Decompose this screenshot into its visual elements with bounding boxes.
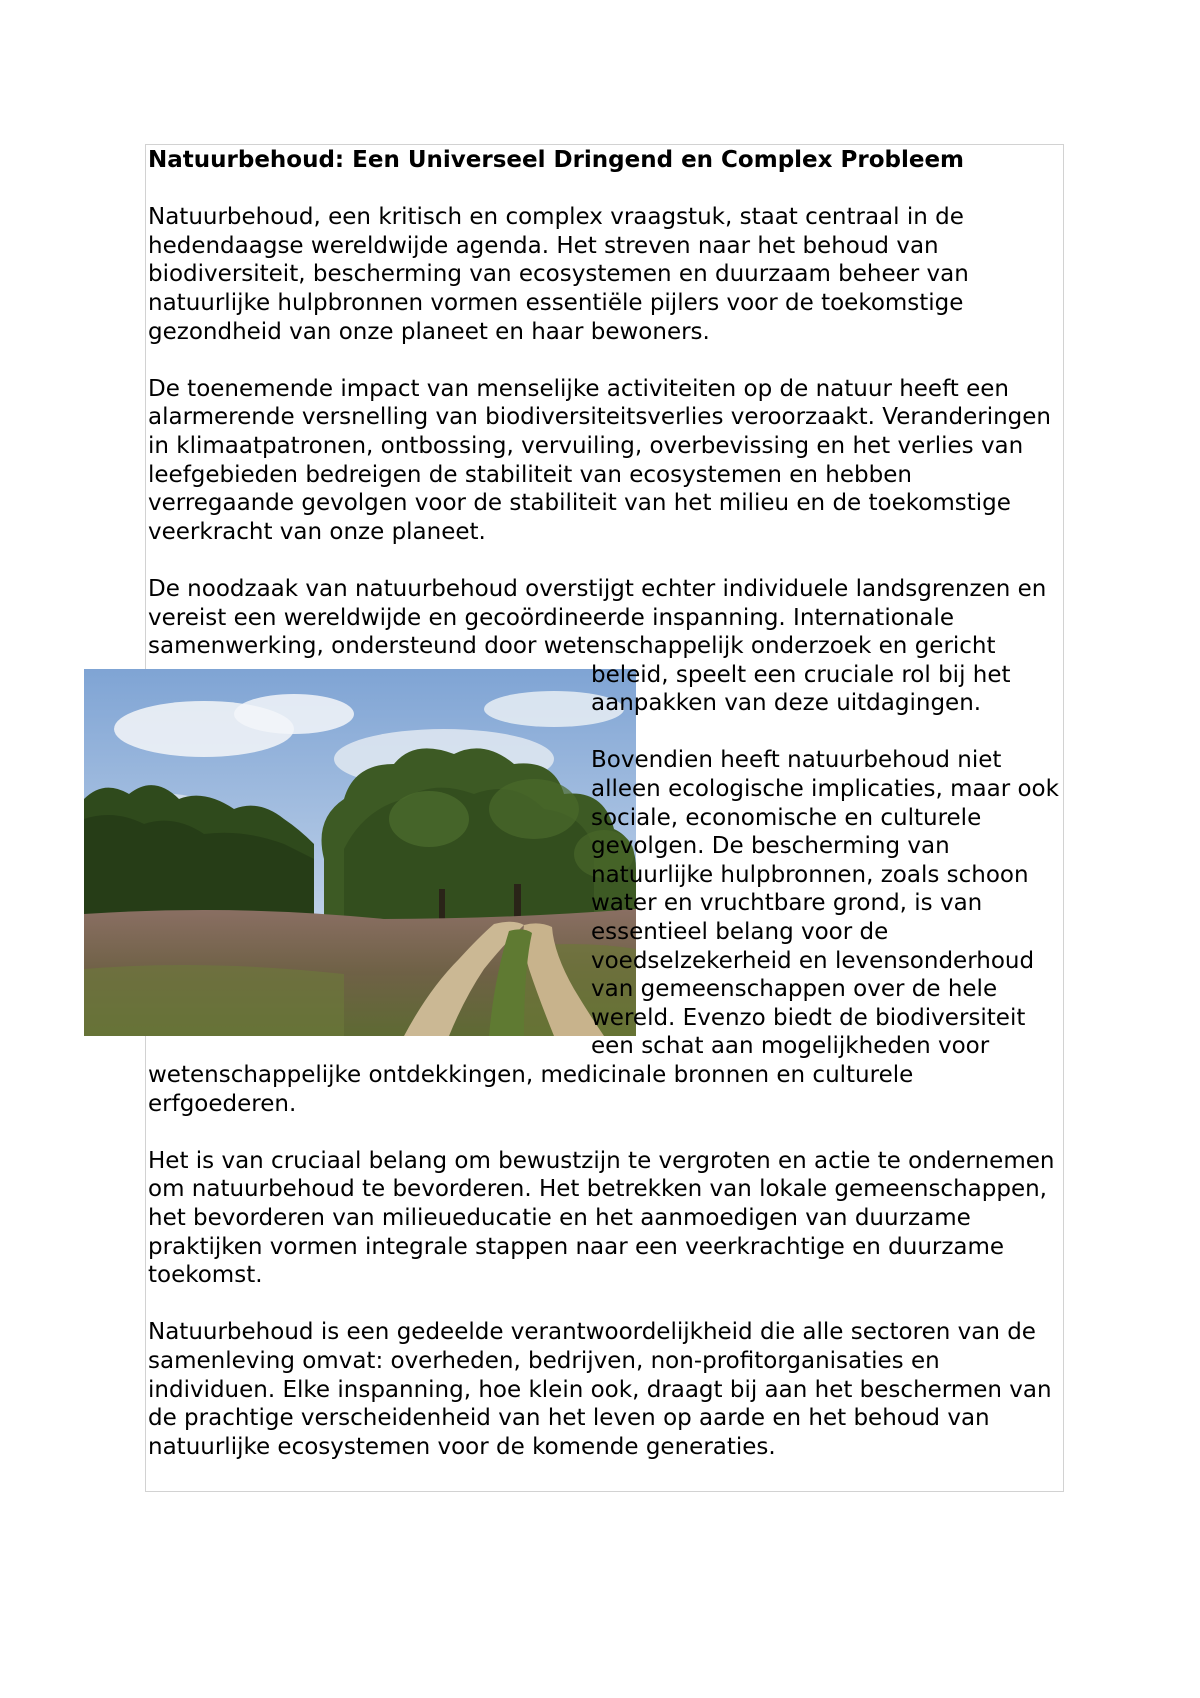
paragraph-3: De noodzaak van natuurbehoud overstijgt echter individuele landsgrenzen en vereist een wereldwijde en gecoördineerde inspanning. Internationale samenwerking, ondersteund door wetenschappelijk onderzoek en gericht beleid, speelt een cruciale rol bij het aanpakken van deze uitdagingen. [148,575,1047,717]
paragraph-4: Bovendien heeft natuurbehoud niet alleen ecologische implicaties, maar ook sociale, economische en culturele gevolgen. De bescherming van natuurlijke hulpbronnen, zoals schoon water en vruchtbare grond, is van essentieel belang voor de voedselzekerheid en levensonderhoud van gemeenschappen over de hele wereld. Evenzo biedt de biodiversiteit een schat aan mogelijkheden voor wetenschappelijke ontdekkingen, medicinale bronnen en culturele erfgoederen. [148,747,1059,1117]
image-wrap-spacer [84,669,591,1035]
paragraph-5: Het is van cruciaal belang om bewustzijn te vergroten en actie te ondernemen om natuurbehoud te bevorderen. Het betrekken van lokale gemeenschappen, het bevorderen van milieueducatie en het aanmoedigen van duurzame praktijken vormen integrale stappen naar een veerkrachtige en duurzame toekomst. [148,1147,1055,1289]
paragraph-2: De toenemende impact van menselijke activiteiten op de natuur heeft een alarmerende versnelling van biodiversiteitsverlies veroorzaakt. Veranderingen in klimaatpatronen, ontbossing, vervuiling, overbevissing en het verlies van leefgebieden bedreigen de stabiliteit van ecosystemen en hebben verregaande gevolgen voor de stabiliteit van het milieu en de toekomstige veerkracht van onze planeet. [148,375,1052,545]
document-body [148,146,1064,1461]
paragraph-6: Natuurbehoud is een gedeelde verantwoordelijkheid die alle sectoren van de samenleving omvat: overheden, bedrijven, non-profitorganisaties en individuen. Elke inspanning, hoe klein ook, draagt bij aan het beschermen van de prachtige verscheidenheid van het leven op aarde en het behoud van natuurlijke ecosystemen voor de komende generaties. [148,1319,1052,1460]
paragraph-1: Natuurbehoud, een kritisch en complex vraagstuk, staat centraal in de hedendaagse wereldwijde agenda. Het streven naar het behoud van biodiversiteit, bescherming van ecosystemen en duurzaam beheer van natuurlijke hulpbronnen vormen essentiële pijlers voor de toekomstige gezondheid van onze planeet en haar bewoners. [148,204,969,345]
document-title: Natuurbehoud: Een Universeel Dringend en Complex Probleem [148,147,965,173]
